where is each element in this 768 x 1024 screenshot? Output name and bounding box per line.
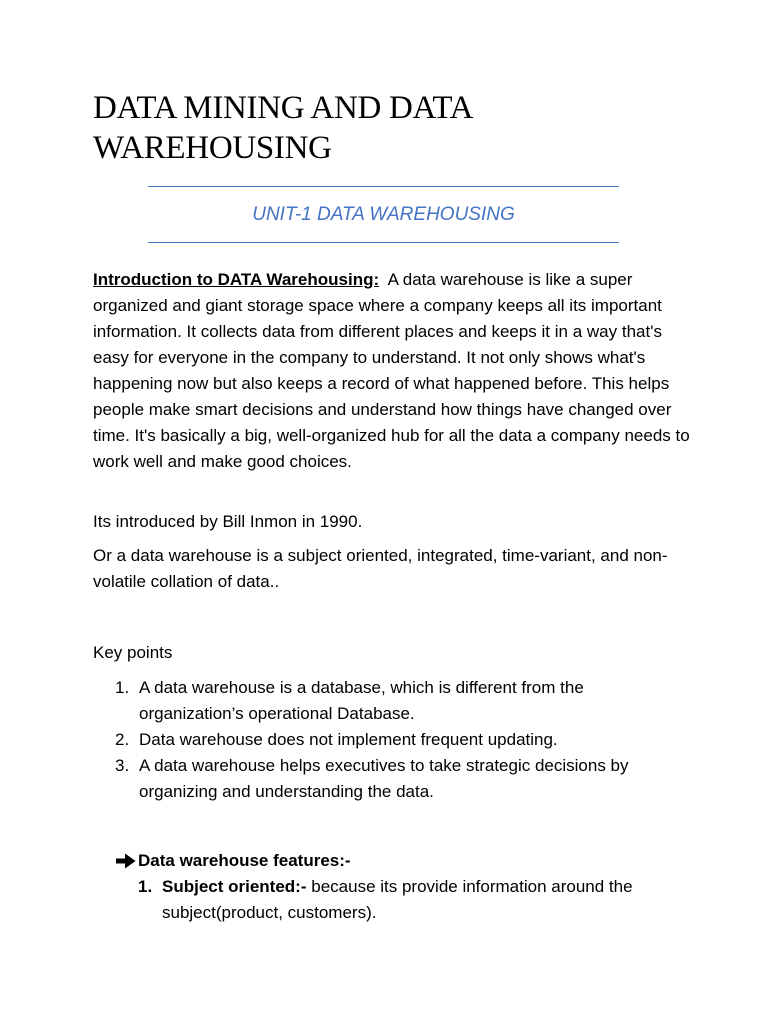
list-item-text: A data warehouse helps executives to take strategic decisions by organizing and understanding the data. — [139, 756, 629, 801]
list-item-number: 2. — [115, 730, 130, 749]
key-points-list — [93, 675, 693, 805]
list-item — [93, 753, 693, 805]
key-points-label: Key points — [93, 643, 173, 662]
definition-paragraph: Or a data warehouse is a subject oriented, integrated, time-variant, and non-volatile collation of data.. — [93, 546, 668, 591]
list-item-text: Data warehouse does not implement frequent updating. — [139, 730, 558, 749]
list-item — [116, 874, 656, 926]
features-list — [116, 874, 656, 926]
list-item-text: A data warehouse is a database, which is different from the organization’s operational Database. — [139, 678, 584, 723]
feature-description: because its provide information around the subject(product, customers). — [162, 877, 633, 922]
list-item-number: 1. — [138, 877, 153, 896]
list-item-number: 3. — [115, 756, 130, 775]
list-item — [93, 727, 693, 753]
intro-text: A data warehouse is like a super organized and giant storage space where a company keeps all its important information. It collects data from different places and keeps it in a way that's easy for everyone in the company to understand. It not only shows what's happening now but also keeps a record of what happened before. This helps people make smart decisions and understand how things have changed over time. It's basically a big, well-organized hub for all the data a company needs to work well and make good choices. — [93, 270, 690, 471]
features-heading — [116, 848, 716, 874]
list-item — [93, 675, 693, 727]
features-heading-text: Data warehouse features:- — [138, 851, 351, 870]
intro-label: Introduction to DATA Warehousing: — [93, 270, 380, 289]
document-title: DATA MINING AND DATA WAREHOUSING — [93, 90, 472, 166]
unit-subtitle: UNIT-1 DATA WAREHOUSING — [252, 204, 515, 225]
list-item-number: 1. — [115, 678, 130, 697]
intro-paragraph — [93, 267, 693, 475]
subtitle-top-rule — [148, 186, 619, 187]
arrow-right-icon — [116, 848, 138, 869]
feature-term: Subject oriented:- — [162, 877, 307, 896]
subtitle-bottom-rule — [148, 242, 619, 243]
introduced-by-paragraph: Its introduced by Bill Inmon in 1990. — [93, 512, 363, 531]
